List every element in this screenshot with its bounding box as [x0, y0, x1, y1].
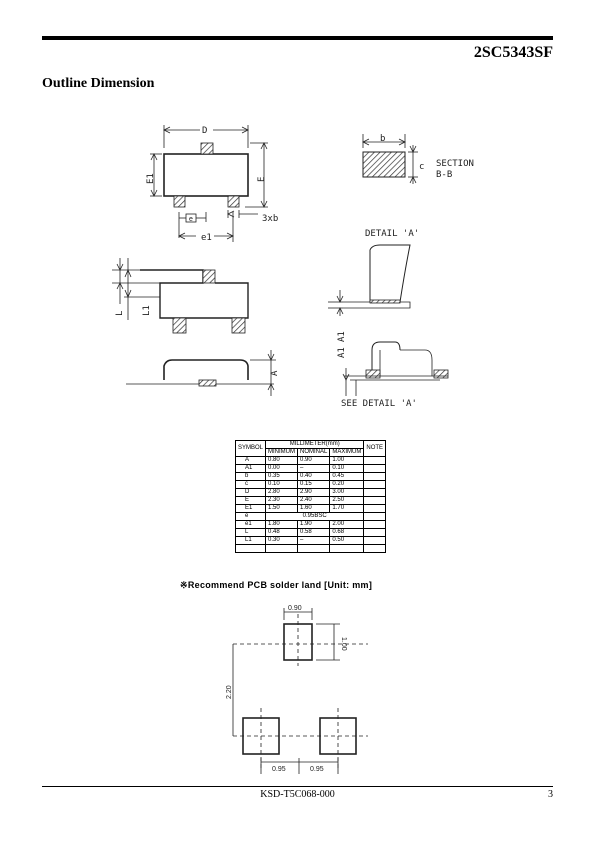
front-view [126, 350, 276, 396]
table-cell-symbol: e [236, 513, 266, 521]
table-cell-nom: 0.90 [298, 457, 330, 465]
table-cell-symbol: D [236, 489, 266, 497]
label-E1: E1 [146, 173, 156, 184]
table-cell-min: 1.80 [266, 521, 298, 529]
table-cell-note [364, 465, 386, 473]
label-L: L [115, 310, 125, 316]
side-view [112, 258, 248, 333]
table-cell-min: 0.10 [266, 481, 298, 489]
table-cell-symbol: c [236, 481, 266, 489]
table-cell-note [364, 457, 386, 465]
label-section-line1: SECTION [436, 159, 474, 169]
table-cell-span: 0.95BSC [266, 513, 364, 521]
table-row [236, 489, 386, 497]
table-cell-nom: 2.40 [298, 497, 330, 505]
table-cell-note [364, 513, 386, 521]
label-c: c [419, 162, 425, 172]
table-min-header: MINIMUM [266, 449, 298, 457]
table-row [236, 457, 386, 465]
footer-page-number: 3 [548, 789, 553, 800]
table-cell-note [364, 481, 386, 489]
label-section-line2: B-B [436, 170, 453, 180]
label-see-detail: SEE DETAIL 'A' [341, 399, 417, 409]
table-cell-min: 0.30 [266, 537, 298, 545]
part-number: 2SC5343SF [473, 44, 553, 61]
table-cell-note [364, 521, 386, 529]
table-cell-max: 2.50 [330, 497, 364, 505]
table-cell-min: 0.00 [266, 465, 298, 473]
table-cell-symbol: E1 [236, 505, 266, 513]
pcb-pitch-left-label: 0.95 [272, 766, 286, 773]
table-cell-nom: – [298, 465, 330, 473]
pcb-title: ※Recommend PCB solder land [Unit: mm] [180, 580, 373, 590]
table-cell-note [364, 505, 386, 513]
table-cell-max: 1.00 [330, 457, 364, 465]
table-cell-max: 0.50 [330, 537, 364, 545]
table-max-header: MAXIMUM [330, 449, 364, 457]
pcb-vertical-pitch-label: 2.20 [226, 685, 233, 699]
table-row [236, 473, 386, 481]
pcb-land [233, 608, 368, 774]
table-cell-min: 1.50 [266, 505, 298, 513]
table-cell-symbol: A [236, 457, 266, 465]
table-row [236, 505, 386, 513]
table-cell-nom: 2.90 [298, 489, 330, 497]
table-cell-min: 2.80 [266, 489, 298, 497]
pcb-pitch-right-label: 0.95 [310, 766, 324, 773]
table-symbol-header: SYMBOL [236, 441, 266, 457]
label-A1-lower: A1 [337, 347, 347, 358]
label-E: E [257, 176, 267, 182]
table-row [236, 529, 386, 537]
dimension-table [235, 440, 386, 553]
pcb-pad-width-label: 0.90 [288, 605, 302, 612]
detail-a-upper [328, 245, 410, 316]
table-cell-nom: 0.58 [298, 529, 330, 537]
table-cell-symbol: E [236, 497, 266, 505]
label-3xb: 3xb [262, 214, 279, 224]
table-cell-min: 2.30 [266, 497, 298, 505]
label-b-section: b [380, 134, 386, 144]
table-row-empty [236, 545, 386, 553]
table-cell-note [364, 489, 386, 497]
table-cell-max: 0.10 [330, 465, 364, 473]
table-cell-note [364, 497, 386, 505]
table-cell-max: 2.00 [330, 521, 364, 529]
table-cell-min: 0.35 [266, 473, 298, 481]
footer-rule [42, 786, 553, 787]
table-cell-min: 0.48 [266, 529, 298, 537]
table-cell-max: 1.70 [330, 505, 364, 513]
label-L1: L1 [142, 305, 152, 316]
table-cell-symbol: b [236, 473, 266, 481]
table-cell-max: 3.00 [330, 489, 364, 497]
table-cell-nom: 0.40 [298, 473, 330, 481]
table-row [236, 537, 386, 545]
section-title: Outline Dimension [42, 76, 155, 91]
label-e: e [189, 216, 193, 223]
table-cell-max: 0.20 [330, 481, 364, 489]
label-e1: e1 [201, 233, 212, 243]
label-D: D [202, 126, 208, 136]
table-row [236, 513, 386, 521]
table-cell-min: 0.80 [266, 457, 298, 465]
pcb-pad-height-label: 1.00 [340, 637, 347, 651]
table-cell-note [364, 473, 386, 481]
table-row [236, 497, 386, 505]
footer-doc-number: KSD-T5C068-000 [260, 789, 335, 800]
table-cell-symbol: L [236, 529, 266, 537]
table-row [236, 481, 386, 489]
table-cell-symbol: e1 [236, 521, 266, 529]
table-cell-note [364, 537, 386, 545]
table-note-header: NOTE [364, 441, 386, 457]
table-cell-note [364, 529, 386, 537]
table-cell-symbol: A1 [236, 465, 266, 473]
table-cell-nom: 0.15 [298, 481, 330, 489]
table-cell-nom: – [298, 537, 330, 545]
table-group-header: MILLIMETER(mm) [266, 441, 364, 449]
table-cell-symbol: L1 [236, 537, 266, 545]
table-cell-max: 0.45 [330, 473, 364, 481]
table-row [236, 465, 386, 473]
label-A1-upper: A1 [337, 331, 347, 342]
top-view [150, 125, 268, 242]
section-bb [363, 134, 418, 184]
label-detail: DETAIL 'A' [365, 229, 420, 239]
table-cell-nom: 1.90 [298, 521, 330, 529]
table-cell-nom: 1.60 [298, 505, 330, 513]
label-A: A [270, 370, 280, 376]
table-row [236, 521, 386, 529]
table-nom-header: NOMINAL [298, 449, 330, 457]
table-cell-max: 0.68 [330, 529, 364, 537]
detail-a-lower [343, 342, 448, 396]
